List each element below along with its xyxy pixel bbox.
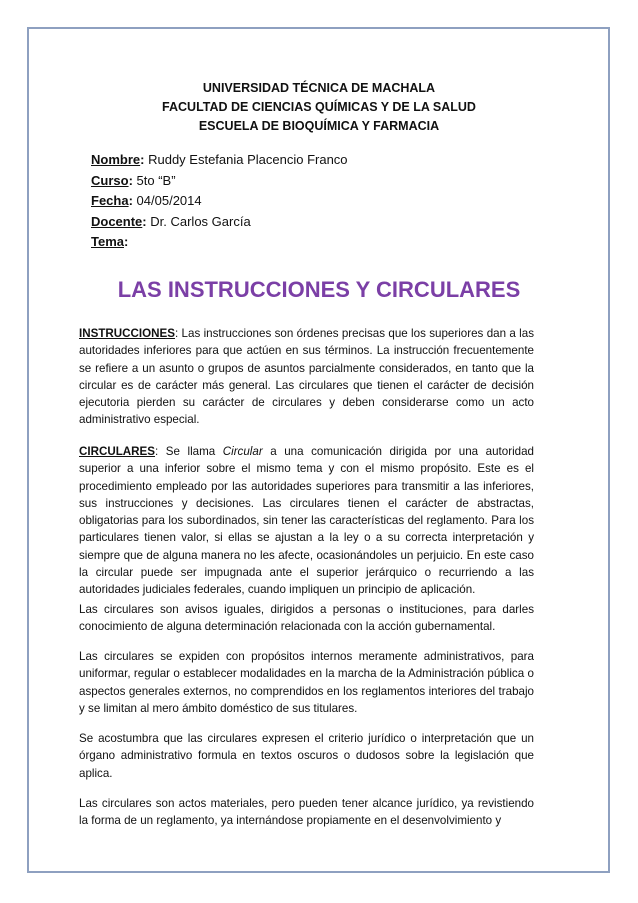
info-tema: Tema: <box>91 234 129 249</box>
header-university: UNIVERSIDAD TÉCNICA DE MACHALA <box>202 81 436 95</box>
header-faculty: FACULTAD DE CIENCIAS QUÍMICAS Y DE LA SALUD <box>162 100 476 114</box>
document-title: LAS INSTRUCCIONES Y CIRCULARES <box>117 277 521 302</box>
paragraph-circulares: CIRCULARES: Se llama Circular a una comunicación dirigida por una autoridad superior a una inferior sobre el mismo tema y con el mismo propósito. Este es el procedimiento empleado por las autoridades superiores para transmitir a las inferiores, sus instrucciones y decisiones. Las circulares tienen el carácter de abstractas, obligatorias para los subordinados, sin tener las características del reglamento. Para los particulares tienen valor, si ellas se ajustan a la ley o a su correcta interpretación y siempre que de alguna manera no les afecte, ocasionándoles un perjuicio. En este caso la circular puede ser impugnada ante el superior jerárquico o recurriendo a las autoridades judiciales federales, cuando impliquen un principio de aplicación. <box>79 445 534 597</box>
info-fecha: Fecha: 04/05/2014 <box>91 193 202 208</box>
info-curso: Curso: 5to “B” <box>91 172 176 188</box>
paragraph-propositos: Las circulares se expiden con propósitos internos meramente administrativos, para uniformar, regular o establecer modalidades en la marcha de la Administración pública o aspectos generales externos, no comprendidos en los reglamentos interiores del trabajo y se limitan al mero ámbito doméstico de sus titulares. <box>79 650 534 715</box>
paragraph-instrucciones: INSTRUCCIONES: Las instrucciones son órdenes precisas que los superiores dan a las autoridades inferiores para que actúen en sus términos. La instrucción frecuentemente se refiere a un asunto o grupos de asuntos parcialmente considerados, en tanto que la circular es de carácter más general. Las circulares que tienen el carácter de decisión ejecutoria pierden su carácter de circulares y deben considerarse como un acto administrativo especial. <box>79 327 534 427</box>
info-docente: Docente: Dr. Carlos García <box>91 213 251 229</box>
student-info <box>91 150 348 253</box>
paragraph-avisos: Las circulares son avisos iguales, dirigidos a personas o instituciones, para darles conocimiento de alguna determinación relacionada con la acción gubernamental. <box>79 603 534 634</box>
paragraph-actos-materiales: Las circulares son actos materiales, pero pueden tener alcance jurídico, ya revistiendo la forma de un reglamento, ya internándose propiamente en el desenvolvimiento y <box>79 797 534 828</box>
document-header <box>0 79 638 136</box>
header-school: ESCUELA DE BIOQUÍMICA Y FARMACIA <box>198 119 440 133</box>
paragraph-criterio: Se acostumbra que las circulares expresen el criterio jurídico o interpretación que un órgano administrativo formula en textos oscuros o dudosos sobre la legislación que aplica. <box>79 732 534 780</box>
info-nombre: Nombre: Ruddy Estefania Placencio Franco <box>91 152 348 167</box>
